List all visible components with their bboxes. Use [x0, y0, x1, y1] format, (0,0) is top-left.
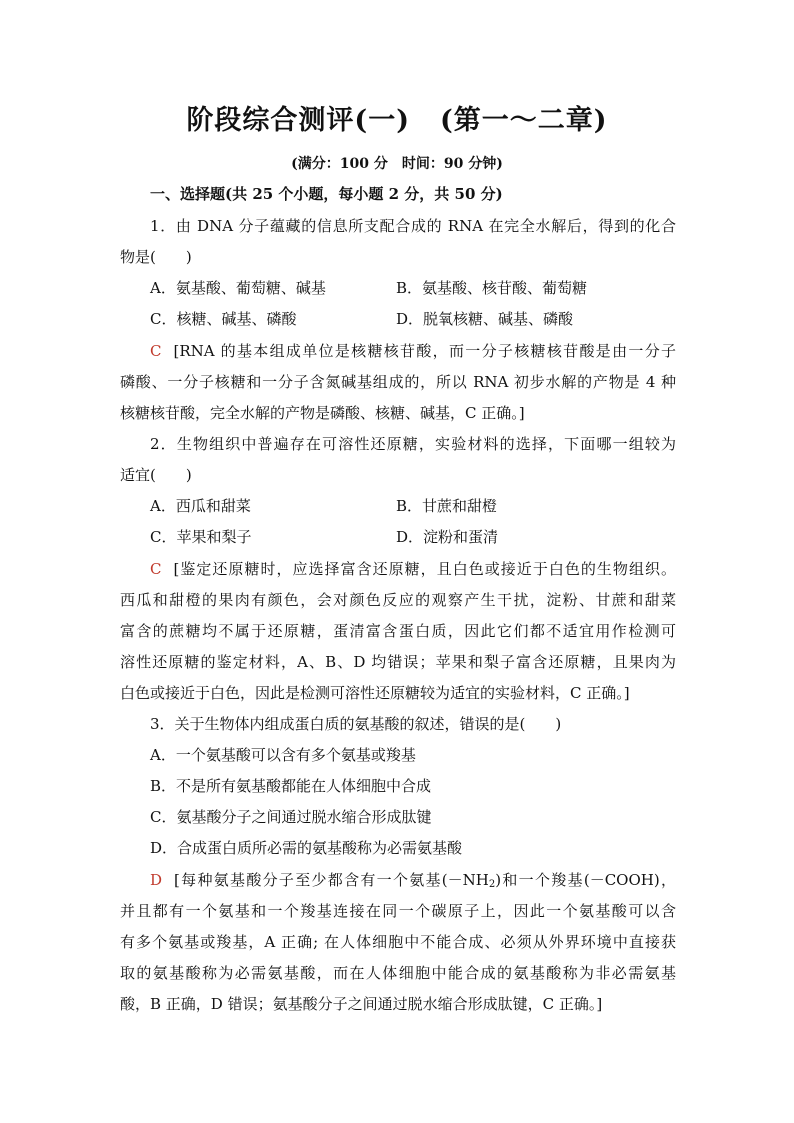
q3-explanation-line-4: 取的氨基酸称为必需氨基酸，而在人体细胞中能合成的氨基酸称为非必需氨基 — [120, 964, 676, 982]
q3-explanation-line-1 — [150, 870, 676, 890]
q1-explanation-text-1: [RNA 的基本组成单位是核糖核苷酸，而一分子核糖核苷酸是由一分子 — [173, 342, 676, 360]
q1-option-a: A．氨基酸、葡萄糖、碱基 — [150, 279, 326, 297]
title-main: 阶段综合测评(一) — [186, 105, 410, 136]
q2-answer: C — [150, 560, 162, 578]
q2-option-a: A．西瓜和甜菜 — [150, 497, 251, 515]
q2-explanation-line-3: 富含的蔗糖均不属于还原糖，蛋清富含蛋白质，因此它们都不适宜用作检测可 — [120, 622, 676, 640]
q1-stem-line-1: 1．由 DNA 分子蕴藏的信息所支配合成的 RNA 在完全水解后，得到的化合 — [150, 217, 676, 235]
q3-option-c: C．氨基酸分子之间通过脱水缩合形成肽键 — [150, 808, 432, 826]
page-title — [0, 98, 794, 137]
title-chapter: (第一～二章) — [440, 105, 608, 136]
q2-explanation-text-1: [鉴定还原糖时，应选择富含还原糖，且白色或接近于白色的生物组织。 — [173, 560, 676, 578]
q3-stem: 3．关于生物体内组成蛋白质的氨基酸的叙述，错误的是( ) — [150, 715, 562, 733]
q3-answer: D — [150, 871, 163, 889]
q1-option-c: C．核糖、碱基、磷酸 — [150, 310, 297, 328]
q2-stem-line-2: 适宜( ) — [120, 466, 192, 484]
q2-explanation-line-5: 白色或接近于白色，因此是检测可溶性还原糖较为适宜的实验材料，C 正确。] — [120, 684, 630, 702]
q1-explanation-line-1 — [150, 341, 676, 361]
q3-explanation-line-3: 有多个氨基或羧基，A 正确; 在人体细胞中不能合成、必须从外界环境中直接获 — [120, 933, 676, 951]
q1-option-b: B．氨基酸、核苷酸、葡萄糖 — [396, 279, 588, 297]
q1-stem-line-2: 物是( ) — [120, 248, 192, 266]
q3-option-d: D．合成蛋白质所必需的氨基酸称为必需氨基酸 — [150, 839, 463, 857]
q2-explanation-line-1 — [150, 559, 676, 579]
q2-option-c: C．苹果和梨子 — [150, 528, 252, 546]
q3-explanation-line-2: 并且都有一个氨基和一个羧基连接在同一个碳原子上，因此一个氨基酸可以含 — [120, 902, 676, 920]
q2-stem-line-1: 2．生物组织中普遍存在可溶性还原糖，实验材料的选择，下面哪一组较为 — [150, 435, 676, 453]
q1-answer: C — [150, 342, 162, 360]
q1-explanation-line-3: 核糖核苷酸，完全水解的产物是磷酸、核糖、碱基，C 正确。] — [120, 404, 525, 422]
section-heading: 一、选择题(共 25 个小题，每小题 2 分，共 50 分) — [150, 185, 503, 203]
q1-option-d: D．脱氧核糖、碱基、磷酸 — [396, 310, 574, 328]
exam-info: (满分：100 分 时间：90 分钟) — [291, 156, 503, 172]
q2-option-b: B．甘蔗和甜橙 — [396, 497, 498, 515]
q3-option-b: B．不是所有氨基酸都能在人体细胞中合成 — [150, 777, 432, 795]
q3-explanation-pre: [每种氨基酸分子至少都含有一个氨基(－NH — [174, 871, 489, 889]
q3-explanation-line-5: 酸，B 正确，D 错误；氨基酸分子之间通过脱水缩合形成肽键，C 正确。] — [120, 995, 603, 1013]
q1-explanation-line-2: 磷酸、一分子核糖和一分子含氮碱基组成的，所以 RNA 初步水解的产物是 4 种 — [120, 373, 676, 391]
q3-option-a: A．一个氨基酸可以含有多个氨基或羧基 — [150, 746, 416, 764]
q2-explanation-line-2: 西瓜和甜橙的果肉有颜色，会对颜色反应的观察产生干扰，淀粉、甘蔗和甜菜 — [120, 591, 676, 609]
q3-explanation-subscript: 2 — [488, 879, 496, 890]
q3-explanation-post: )和一个羧基(－COOH)， — [495, 871, 676, 889]
q2-option-d: D．淀粉和蛋清 — [396, 528, 499, 546]
q2-explanation-line-4: 溶性还原糖的鉴定材料，A、B、D 均错误；苹果和梨子富含还原糖，且果肉为 — [120, 653, 676, 671]
